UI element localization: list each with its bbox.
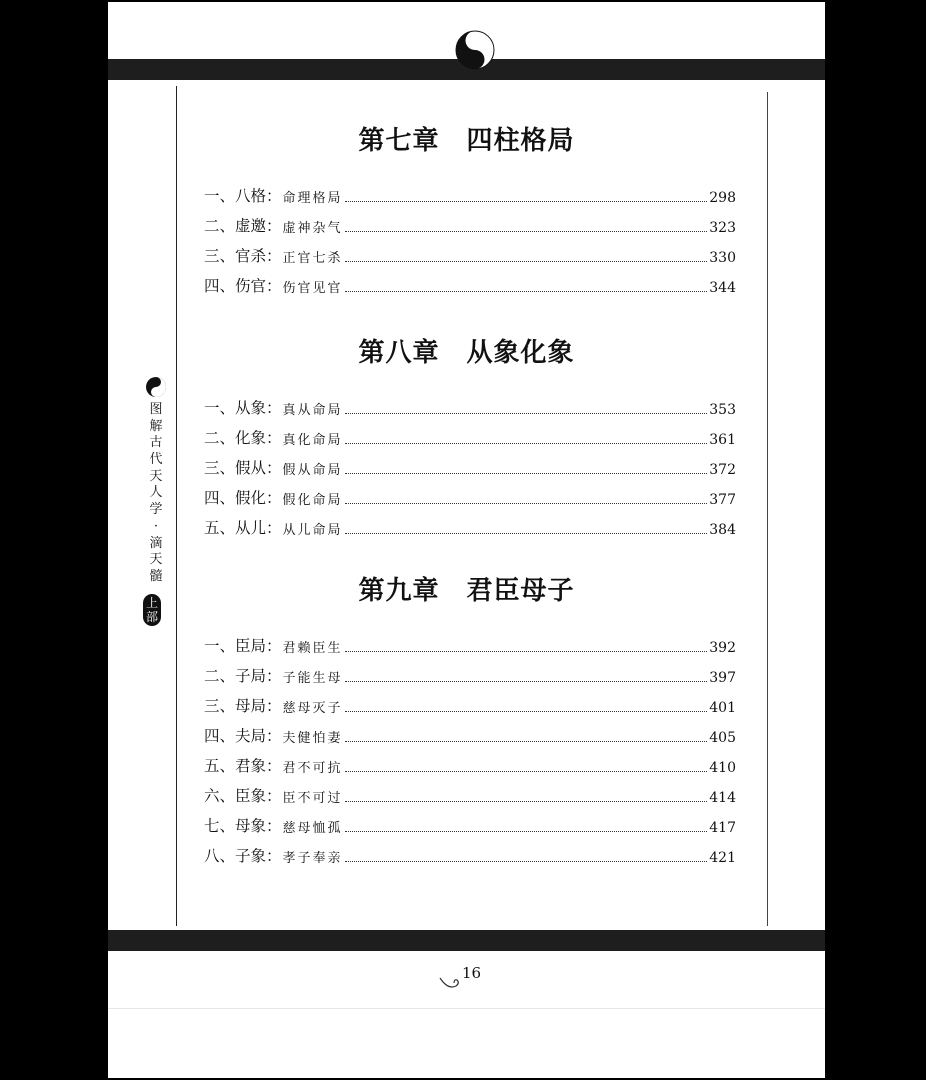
volume-badge: 上部	[143, 594, 161, 626]
right-frame-line	[767, 92, 768, 926]
side-title-char: 天	[149, 468, 163, 484]
taiji-small-icon	[145, 376, 167, 398]
dot-leader	[345, 231, 708, 232]
entry-heading: 一、从象：	[204, 399, 282, 417]
side-title-char: 代	[149, 452, 163, 468]
toc-entry[interactable]	[204, 184, 736, 206]
entry-heading: 六、臣象：	[204, 787, 282, 805]
entry-subtitle: 虚神杂气	[282, 221, 343, 236]
side-title-char: 学	[149, 502, 163, 518]
dot-leader	[345, 771, 708, 772]
entry-page-number: 377	[709, 492, 736, 508]
entry-subtitle: 真化命局	[282, 433, 343, 448]
toc-entry[interactable]	[204, 214, 736, 236]
entry-page-number: 410	[709, 760, 736, 776]
dot-leader	[345, 651, 708, 652]
dot-leader	[345, 201, 708, 202]
entry-page-number: 421	[709, 850, 736, 866]
book-page	[108, 2, 825, 1078]
toc-entry[interactable]	[204, 724, 736, 746]
left-frame-line	[176, 86, 177, 926]
entry-page-number: 372	[709, 462, 736, 478]
dot-leader	[345, 261, 708, 262]
entry-subtitle: 孝子奉亲	[282, 851, 343, 866]
dot-leader	[345, 503, 708, 504]
side-title-char: 解	[149, 418, 163, 434]
entry-heading: 四、伤官：	[204, 277, 282, 295]
entry-page-number: 298	[709, 190, 736, 206]
entry-page-number: 392	[709, 640, 736, 656]
entry-subtitle: 假化命局	[282, 493, 343, 508]
dot-leader	[345, 861, 708, 862]
side-title-char: 图	[149, 402, 163, 417]
side-title-char: 滴	[149, 535, 163, 551]
side-title-char: 髓	[149, 568, 163, 584]
chapter-title: 第七章 四柱格局	[358, 126, 575, 156]
dot-leader	[345, 533, 708, 534]
entry-subtitle: 臣不可过	[282, 791, 343, 806]
entry-subtitle: 君赖臣生	[282, 641, 343, 656]
entry-subtitle: 夫健怕妻	[282, 731, 343, 746]
entry-subtitle: 从儿命局	[282, 523, 343, 538]
toc-entry[interactable]	[204, 456, 736, 478]
entry-page-number: 401	[709, 700, 736, 716]
entry-page-number: 330	[709, 250, 736, 266]
entry-page-number: 361	[709, 432, 736, 448]
toc-entry[interactable]	[204, 274, 736, 296]
toc-entry[interactable]	[204, 784, 736, 806]
entry-heading: 二、子局：	[204, 667, 282, 685]
swirl-icon	[438, 968, 464, 994]
entry-heading: 七、母象：	[204, 817, 282, 835]
dot-leader	[345, 831, 708, 832]
toc-entry[interactable]	[204, 754, 736, 776]
entry-heading: 四、假化：	[204, 489, 282, 507]
toc-entry[interactable]	[204, 634, 736, 656]
toc-entry[interactable]	[204, 396, 736, 418]
entry-subtitle: 命理格局	[282, 191, 343, 206]
entry-heading: 五、君象：	[204, 757, 282, 775]
entry-page-number: 353	[709, 402, 736, 418]
entry-heading: 一、八格：	[204, 187, 282, 205]
entry-subtitle: 假从命局	[282, 463, 343, 478]
entry-heading: 二、化象：	[204, 429, 282, 447]
entry-heading: 五、从儿：	[204, 519, 282, 537]
entry-page-number: 344	[709, 280, 736, 296]
toc-entry[interactable]	[204, 426, 736, 448]
entry-page-number: 397	[709, 670, 736, 686]
toc-entry[interactable]	[204, 694, 736, 716]
entry-subtitle: 真从命局	[282, 403, 343, 418]
entry-subtitle: 慈母灭子	[282, 701, 343, 716]
entry-heading: 二、虚邀：	[204, 217, 282, 235]
footer-band	[108, 930, 825, 951]
side-title-char: 人	[149, 485, 163, 501]
toc-entry[interactable]	[204, 844, 736, 866]
dot-leader	[345, 741, 708, 742]
entry-heading: 四、夫局：	[204, 727, 282, 745]
page-number: 16	[462, 964, 482, 982]
footer-rule	[108, 1008, 825, 1009]
entry-page-number: 405	[709, 730, 736, 746]
dot-leader	[345, 413, 708, 414]
entry-subtitle: 君不可抗	[282, 761, 343, 776]
dot-leader	[345, 801, 708, 802]
entry-subtitle: 正官七杀	[282, 251, 343, 266]
entry-page-number: 323	[709, 220, 736, 236]
toc-entry[interactable]	[204, 814, 736, 836]
entry-page-number: 417	[709, 820, 736, 836]
entry-heading: 一、臣局：	[204, 637, 282, 655]
entry-subtitle: 伤官见官	[282, 281, 343, 296]
entry-subtitle: 慈母恤孤	[282, 821, 343, 836]
dot-leader	[345, 711, 708, 712]
dot-leader	[345, 681, 708, 682]
side-title-char: ·	[153, 518, 159, 534]
entry-heading: 三、母局：	[204, 697, 282, 715]
taiji-icon	[455, 30, 495, 70]
chapter-title: 第八章 从象化象	[358, 338, 575, 368]
toc-entry[interactable]	[204, 664, 736, 686]
dot-leader	[345, 291, 708, 292]
side-book-title	[145, 402, 167, 586]
dot-leader	[345, 473, 708, 474]
entry-heading: 三、官杀：	[204, 247, 282, 265]
toc-entry[interactable]	[204, 486, 736, 508]
toc-entry[interactable]	[204, 516, 736, 538]
side-title-char: 天	[149, 552, 163, 568]
entry-page-number: 414	[709, 790, 736, 806]
dot-leader	[345, 443, 708, 444]
entry-subtitle: 子能生母	[282, 671, 343, 686]
chapter-title: 第九章 君臣母子	[358, 576, 575, 606]
entry-page-number: 384	[709, 522, 736, 538]
entry-heading: 三、假从：	[204, 459, 282, 477]
side-title-char: 古	[149, 435, 163, 451]
entry-heading: 八、子象：	[204, 847, 282, 865]
toc-entry[interactable]	[204, 244, 736, 266]
